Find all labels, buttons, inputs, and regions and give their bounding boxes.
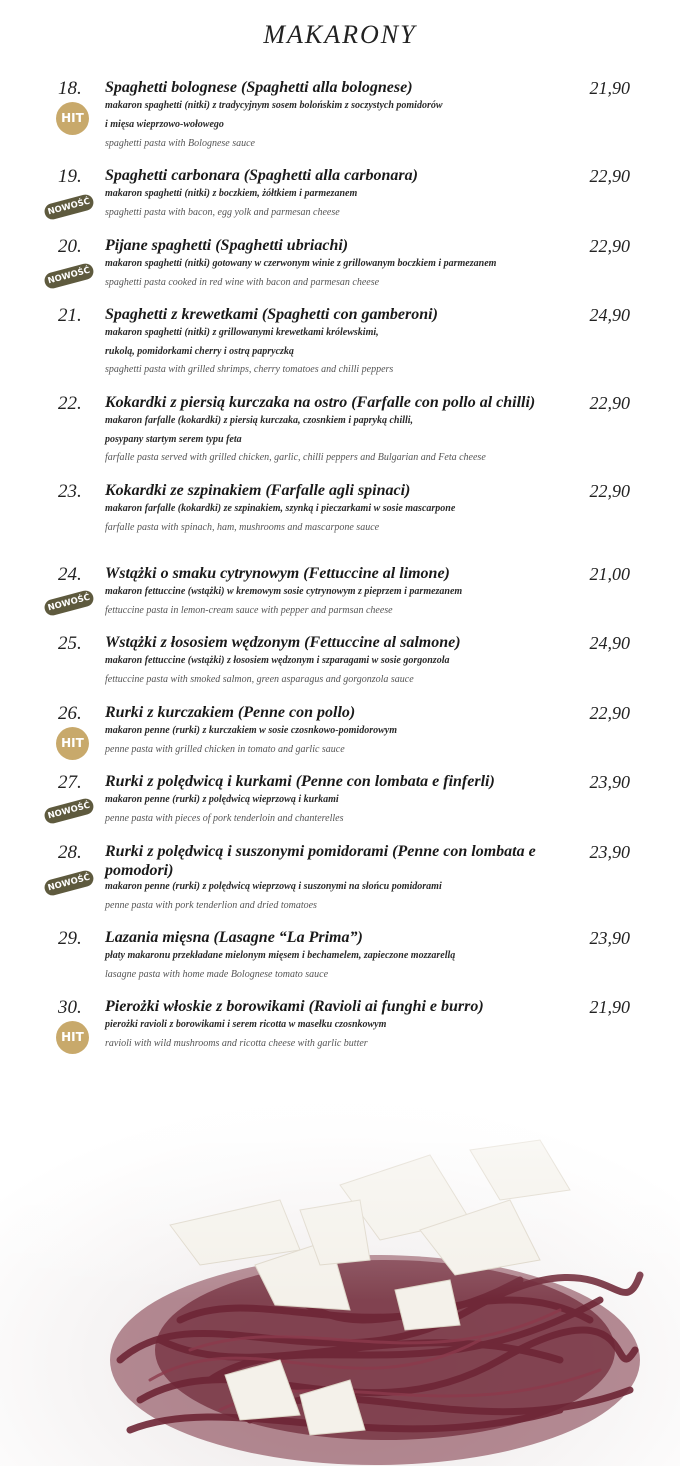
- item-name: Lazania mięsna (Lasagne “La Prima”): [105, 929, 363, 946]
- pasta-illustration: [0, 1060, 680, 1466]
- item-number: 30.: [58, 997, 82, 1018]
- menu-item-18: [0, 78, 680, 148]
- item-description-pl-continued: i mięsa wieprzowo-wołowego: [105, 119, 224, 130]
- item-name: Pierożki włoskie z borowikami (Ravioli ai funghi e burro): [105, 998, 484, 1015]
- menu-item-26: [0, 703, 680, 773]
- menu-item-20: [0, 236, 680, 306]
- pasta-photo: [0, 1060, 680, 1466]
- new-badge: NOWOŚĆ: [43, 193, 95, 221]
- item-description-pl: pierożki ravioli z borowikami i serem ricotta w masełku czosnkowym: [105, 1019, 387, 1030]
- item-price: 23,90: [589, 842, 630, 862]
- item-number: 20.: [58, 236, 82, 257]
- item-price: 24,90: [589, 305, 630, 325]
- new-badge: NOWOŚĆ: [43, 869, 95, 897]
- item-price: 21,90: [589, 78, 630, 98]
- item-price: 22,90: [589, 393, 630, 413]
- item-description-pl: makaron farfalle (kokardki) z piersią kurczaka, czosnkiem i papryką chilli,: [105, 415, 414, 426]
- item-number: 19.: [58, 166, 82, 187]
- page-title: MAKARONY: [263, 20, 417, 49]
- item-name: Kokardki z piersią kurczaka na ostro (Farfalle con pollo al chilli): [105, 394, 536, 411]
- item-price: 22,90: [589, 703, 630, 723]
- item-description-en: ravioli with wild mushrooms and ricotta cheese with garlic butter: [105, 1038, 368, 1049]
- item-name: Pijane spaghetti (Spaghetti ubriachi): [105, 237, 349, 254]
- item-description-en: penne pasta with pork tenderlion and dried tomatoes: [105, 900, 317, 911]
- item-price: 23,90: [589, 928, 630, 948]
- item-description-en: lasagne pasta with home made Bolognese tomato sauce: [105, 969, 329, 980]
- item-description-pl-continued: rukolą, pomidorkami cherry i ostrą papryczką: [105, 346, 294, 357]
- menu-item-29: [0, 928, 680, 998]
- hit-badge: HIT: [56, 727, 89, 760]
- menu-item-30: [0, 997, 680, 1067]
- item-name: Wstążki z łososiem wędzonym (Fettuccine al salmone): [105, 634, 461, 651]
- item-name: Spaghetti carbonara (Spaghetti alla carbonara): [105, 167, 418, 184]
- item-description-en: farfalle pasta with spinach, ham, mushrooms and mascarpone sauce: [105, 522, 380, 533]
- item-description-en: farfalle pasta served with grilled chicken, garlic, chilli peppers and Bulgarian and Feta cheese: [105, 452, 486, 463]
- item-description-pl: makaron fettuccine (wstążki) w kremowym sosie cytrynowym z pieprzem i parmezanem: [105, 586, 463, 597]
- item-description-pl: makaron spaghetti (nitki) z boczkiem, żółtkiem i parmezanem: [105, 188, 358, 199]
- item-number: 18.: [58, 78, 82, 99]
- item-number: 26.: [58, 703, 82, 724]
- menu-item-23: [0, 481, 680, 551]
- item-description-en: fettuccine pasta with smoked salmon, green asparagus and gorgonzola sauce: [105, 674, 414, 685]
- item-number: 29.: [58, 928, 82, 949]
- menu-item-22: [0, 393, 680, 463]
- item-number: 21.: [58, 305, 82, 326]
- item-name: Rurki z polędwicą i kurkami (Penne con lombata e finferli): [105, 773, 495, 790]
- item-description-pl: makaron penne (rurki) z kurczakiem w sosie czosnkowo-pomidorowym: [105, 725, 397, 736]
- item-description-en: fettuccine pasta in lemon-cream sauce with pepper and parmsan cheese: [105, 605, 393, 616]
- menu-item-25: [0, 633, 680, 703]
- new-badge: NOWOŚĆ: [43, 797, 95, 825]
- item-number: 24.: [58, 564, 82, 585]
- item-price: 22,90: [589, 481, 630, 501]
- menu-item-19: [0, 166, 680, 236]
- item-description-pl: makaron spaghetti (nitki) gotowany w czerwonym winie z grillowanym boczkiem i parmezanem: [105, 258, 497, 269]
- menu-item-21: [0, 305, 680, 375]
- item-description-en: penne pasta with pieces of pork tenderloin and chanterelles: [105, 813, 344, 824]
- item-name: Wstążki o smaku cytrynowym (Fettuccine al limone): [105, 565, 450, 582]
- menu-item-27: [0, 772, 680, 842]
- item-number: 27.: [58, 772, 82, 793]
- menu-item-28: [0, 842, 680, 922]
- item-price: 23,90: [589, 772, 630, 792]
- item-description-en: spaghetti pasta with bacon, egg yolk and parmesan cheese: [105, 207, 340, 218]
- item-price: 22,90: [589, 236, 630, 256]
- item-number: 22.: [58, 393, 82, 414]
- hit-badge: HIT: [56, 102, 89, 135]
- item-name: Spaghetti z krewetkami (Spaghetti con gamberoni): [105, 306, 438, 323]
- item-description-pl-continued: posypany startym serem typu feta: [105, 434, 242, 445]
- item-description-en: spaghetti pasta with grilled shrimps, cherry tomatoes and chilli peppers: [105, 364, 394, 375]
- item-price: 21,00: [589, 564, 630, 584]
- item-name: Rurki z kurczakiem (Penne con pollo): [105, 704, 356, 721]
- item-number: 28.: [58, 842, 82, 863]
- item-description-pl: płaty makaronu przekładane mielonym mięsem i bechamelem, zapieczone mozzarellą: [105, 950, 456, 961]
- new-badge: NOWOŚĆ: [43, 589, 95, 617]
- item-description-pl: makaron spaghetti (nitki) z grillowanymi krewetkami królewskimi,: [105, 327, 379, 338]
- menu-item-24: [0, 564, 680, 634]
- item-price: 21,90: [589, 997, 630, 1017]
- hit-badge: HIT: [56, 1021, 89, 1054]
- item-name: Kokardki ze szpinakiem (Farfalle agli spinaci): [105, 482, 411, 499]
- item-description-pl: makaron spaghetti (nitki) z tradycyjnym sosem bolońskim z soczystych pomidorów: [105, 100, 443, 111]
- new-badge: NOWOŚĆ: [43, 262, 95, 290]
- item-description-en: spaghetti pasta with Bolognese sauce: [105, 138, 255, 149]
- item-price: 24,90: [589, 633, 630, 653]
- item-name: Rurki z polędwicą i suszonymi pomidorami (Penne con lombata e pomodori): [105, 843, 536, 879]
- item-description-pl: makaron penne (rurki) z polędwicą wieprzową i kurkami: [105, 794, 339, 805]
- item-description-pl: makaron farfalle (kokardki) ze szpinakiem, szynką i pieczarkami w sosie mascarpone: [105, 503, 456, 514]
- item-name: Spaghetti bolognese (Spaghetti alla bolognese): [105, 79, 413, 96]
- item-number: 25.: [58, 633, 82, 654]
- item-number: 23.: [58, 481, 82, 502]
- item-description-en: spaghetti pasta cooked in red wine with bacon and parmesan cheese: [105, 277, 380, 288]
- item-description-pl: makaron penne (rurki) z polędwicą wieprzową i suszonymi na słońcu pomidorami: [105, 881, 442, 892]
- item-description-en: penne pasta with grilled chicken in tomato and garlic sauce: [105, 744, 345, 755]
- item-description-pl: makaron fettuccine (wstążki) z łososiem wędzonym i szparagami w sosie gorgonzola: [105, 655, 450, 666]
- item-price: 22,90: [589, 166, 630, 186]
